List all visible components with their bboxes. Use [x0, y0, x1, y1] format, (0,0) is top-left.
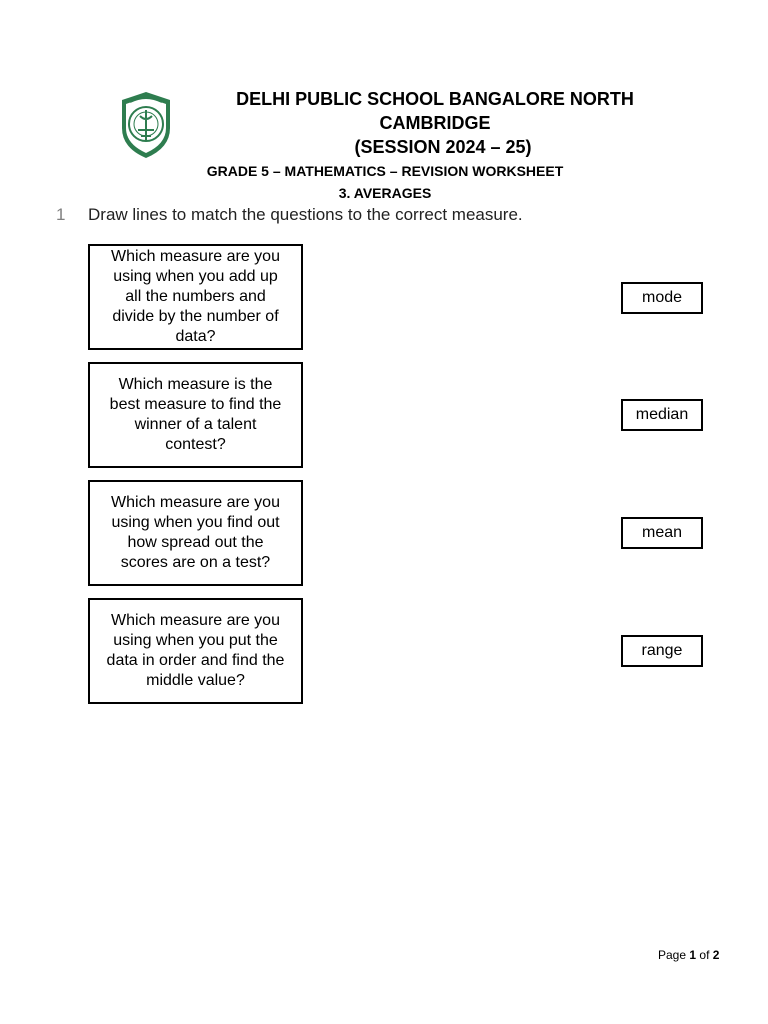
question-box-text: Which measure is the best measure to find the winner of a talent contest?: [109, 376, 282, 453]
session-label: (SESSION 2024 – 25): [354, 137, 532, 157]
question-box-text: Which measure are you using when you find out how spread out the scores are on a test?: [111, 494, 280, 571]
worksheet-topic: 3. AVERAGES: [338, 185, 432, 201]
answer-box-mean[interactable]: mean: [621, 517, 703, 549]
question-box-2[interactable]: [88, 362, 303, 468]
question-box-text: Which measure are you using when you put the data in order and find the middle value?: [106, 612, 285, 689]
page-word: Page: [658, 948, 687, 962]
school-crest-logo: [116, 90, 176, 160]
answer-box-range[interactable]: range: [621, 635, 703, 667]
page-current: 1: [689, 948, 697, 962]
question-box-text: Which measure are you using when you add up all the numbers and divide by the number of data?: [111, 248, 280, 345]
question-number: 1: [56, 205, 66, 224]
question-instruction: Draw lines to match the questions to the correct measure.: [88, 205, 523, 224]
school-name-line1: DELHI PUBLIC SCHOOL BANGALORE NORTH: [236, 89, 634, 109]
of-word: of: [699, 948, 710, 962]
question-box-1[interactable]: [88, 244, 303, 350]
school-name-line2: CAMBRIDGE: [379, 113, 491, 133]
answer-box-mode[interactable]: mode: [621, 282, 703, 314]
worksheet-subtitle: GRADE 5 – MATHEMATICS – REVISION WORKSHEET: [206, 163, 564, 179]
answer-box-median[interactable]: median: [621, 399, 703, 431]
question-box-3[interactable]: [88, 480, 303, 586]
page-total: 2: [712, 948, 720, 962]
page-number-footer: [658, 948, 719, 962]
question-box-4[interactable]: [88, 598, 303, 704]
